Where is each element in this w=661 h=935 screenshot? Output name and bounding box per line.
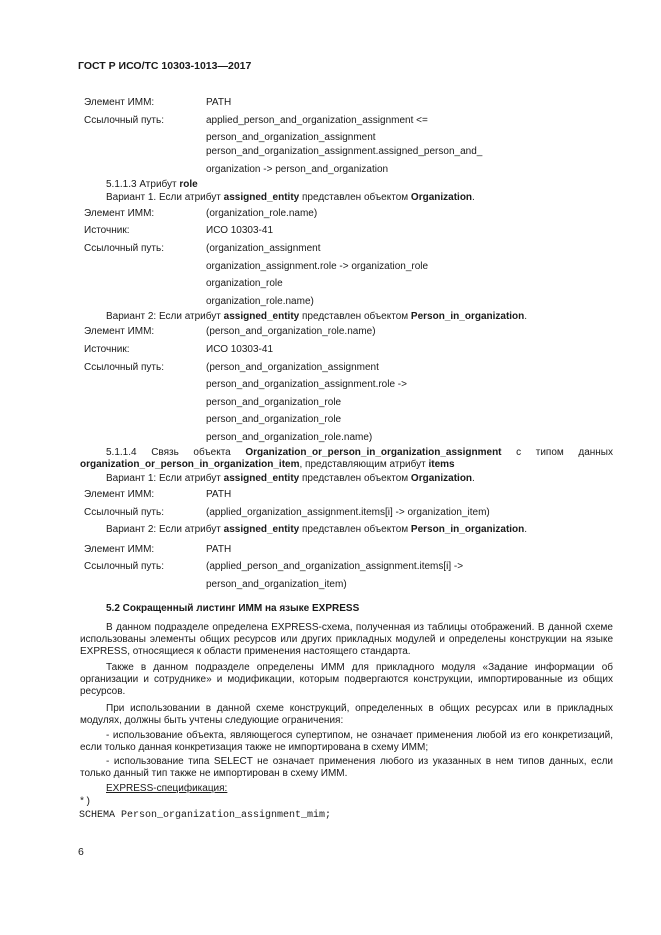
reference-path-value: (organization_assignment [206, 243, 321, 254]
reference-path-value: organization_assignment.role -> organization_role [206, 261, 429, 272]
reference-path-value: person_and_organization_role [206, 414, 342, 425]
paragraph: В данном подразделе определена EXPRESS-схема, полученная из таблицы отображений. В данной схеме использованы элементы общих ресурсов или других прикладных модулей и определены конструкции на языке EXPRESS, относящиеся к области применения настоящего стандарта. [80, 622, 613, 657]
reference-path-label: Ссылочный путь: [84, 561, 164, 572]
reference-path-value: (applied_organization_assignment.items[i] -> organization_item) [206, 507, 490, 518]
reference-path-label: Ссылочный путь: [84, 243, 164, 254]
reference-path-label: Ссылочный путь: [84, 362, 164, 373]
reference-path-label: Ссылочный путь: [84, 507, 164, 518]
source-value: ИСО 10303-41 [206, 225, 274, 236]
list-item: - использование типа SELECT не означает применения любого из указанных в нем типов данных, если только данный тип также не импортирован в схему ИММ. [80, 756, 613, 779]
reference-path-value: (person_and_organization_assignment [206, 362, 379, 373]
code-line: SCHEMA Person_organization_assignment_mim; [79, 810, 332, 821]
reference-path-value: person_and_organization_assignment [206, 132, 376, 143]
mim-element-label: Элемент ИММ: [84, 544, 155, 555]
mim-element-value: PATH [206, 97, 232, 108]
variant-2-line: Вариант 2: Если атрибут assigned_entity представлен объектом Person_in_organization. [106, 524, 528, 535]
variant-2-line: Вариант 2: Если атрибут assigned_entity представлен объектом Person_in_organization. [106, 311, 528, 322]
reference-path-value: person_and_organization_assignment.role -> [206, 379, 407, 390]
reference-path-value: person_and_organization_role.name) [206, 432, 373, 443]
mim-element-label: Элемент ИММ: [84, 97, 155, 108]
mim-element-value: (organization_role.name) [206, 208, 318, 219]
mim-element-value: PATH [206, 544, 232, 555]
source-label: Источник: [84, 225, 130, 236]
reference-path-value: person_and_organization_assignment.assigned_person_and_ [206, 146, 483, 157]
express-spec-label: EXPRESS-спецификация: [106, 783, 228, 794]
variant-1-line: Вариант 1. Если атрибут assigned_entity представлен объектом Organization. [106, 192, 475, 203]
mim-element-value: PATH [206, 489, 232, 500]
paragraph: Также в данном подразделе определены ИММ для прикладного модуля «Задание информации об организации и сотруднике» и модификации, которым подвергаются конструкции, импортированные из общих ресурсов. [80, 662, 613, 697]
mim-element-label: Элемент ИММ: [84, 489, 155, 500]
reference-path-value: organization_role [206, 278, 283, 289]
document-header: ГОСТ Р ИСО/ТС 10303-1013—2017 [78, 60, 252, 72]
list-item: - использование объекта, являющегося супертипом, не означает применения любой из его конкретизаций, если только данная конкретизация также не импортирована в схему ИММ; [80, 730, 613, 753]
reference-path-value: organization -> person_and_organization [206, 164, 389, 175]
reference-path-label: Ссылочный путь: [84, 115, 164, 126]
paragraph: При использовании в данной схеме конструкций, определенных в общих ресурсах или в прикладных модулях, должны быть учтены следующие ограничения: [80, 703, 613, 726]
page-number: 6 [78, 846, 84, 858]
reference-path-value: organization_role.name) [206, 296, 314, 307]
reference-path-value: person_and_organization_item) [206, 579, 347, 590]
code-line: *) [79, 797, 92, 808]
reference-path-value: applied_person_and_organization_assignment <= [206, 115, 428, 126]
reference-path-value: person_and_organization_role [206, 397, 342, 408]
reference-path-value: (applied_person_and_organization_assignment.items[i] -> [206, 561, 464, 572]
source-label: Источник: [84, 344, 130, 355]
mim-element-value: (person_and_organization_role.name) [206, 326, 376, 337]
mim-element-label: Элемент ИММ: [84, 208, 155, 219]
source-value: ИСО 10303-41 [206, 344, 274, 355]
section-5-2-heading: 5.2 Сокращенный листинг ИММ на языке EXPRESS [106, 603, 360, 614]
section-5-1-1-3-heading: 5.1.1.3 Атрибут role [106, 179, 198, 190]
mim-element-label: Элемент ИММ: [84, 326, 155, 337]
section-5-1-1-4-heading: 5.1.1.4 Связь объекта Organization_or_person_in_organization_assignment с типом данных organization_or_person_in_organization_item, представляющим атрибут items [80, 447, 613, 470]
variant-1-line: Вариант 1: Если атрибут assigned_entity представлен объектом Organization. [106, 473, 475, 484]
